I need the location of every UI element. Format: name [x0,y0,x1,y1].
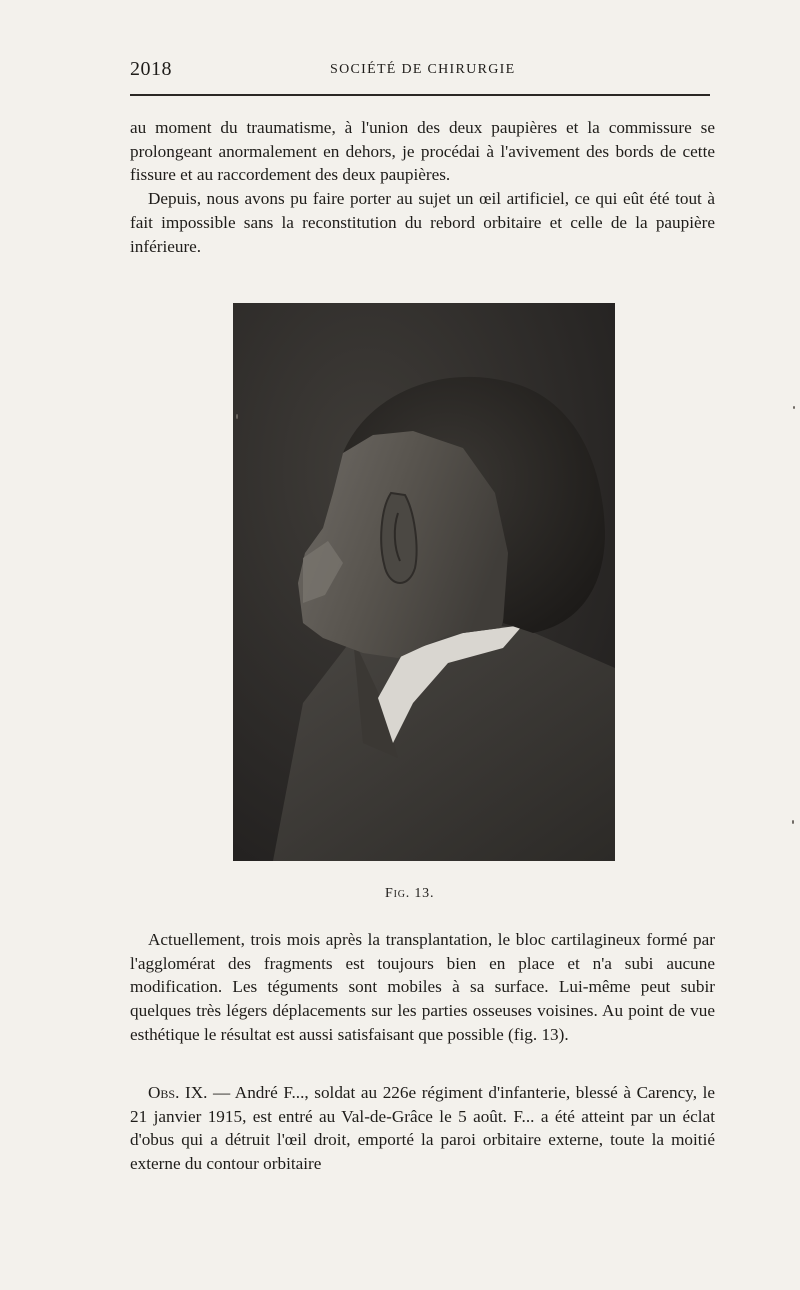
paragraph: au moment du traumatisme, à l'union des deux paupières et la commissure se prolongeant anormalement en dehors, je procédai à l'avivement des bords de cette fissure et au raccordement des deux paupières. [130,118,715,185]
photograph-image [233,303,615,861]
text-block-bottom [130,928,715,1047]
observation-paragraph [130,1081,715,1176]
page-header [130,58,710,86]
observation-label: Obs. IX. [148,1083,208,1102]
observation-block [130,1081,715,1176]
running-title: SOCIÉTÉ DE CHIRURGIE [330,62,516,77]
paragraph: Depuis, nous avons pu faire porter au sujet un œil artificiel, ce qui eût été tout à fait impossible sans la reconstitution du rebord orbitaire et celle de la paupière inférieure. [130,189,715,256]
paragraph: Actuellement, trois mois après la transplantation, le bloc cartilagineux formé par l'agglomérat des fragments est toujours bien en place et n'a subi aucune modification. Les téguments sont mobiles à sa surface. Lui-même peut subir quelques très légers déplacements sur les parties osseuses voisines. Au point de vue esthétique le résultat est aussi satisfaisant que possible (fig. 13). [130,930,715,1044]
print-speck [792,820,794,824]
header-rule [130,94,710,96]
print-speck [793,406,795,409]
patient-photograph [233,303,615,861]
page-number: 2018 [130,58,172,80]
text-block-top [130,116,715,258]
observation-text: — André F..., soldat au 226e régiment d'infanterie, blessé à Carency, le 21 janvier 1915, est entré au Val-de-Grâce le 5 août. F... a été atteint par un éclat d'obus qui a détruit l'œil droit, emporté la paroi orbitaire externe, toute la moitié externe du contour orbitaire [130,1083,715,1174]
print-speck [236,414,238,419]
figure-caption: Fig. 13. [385,886,435,901]
